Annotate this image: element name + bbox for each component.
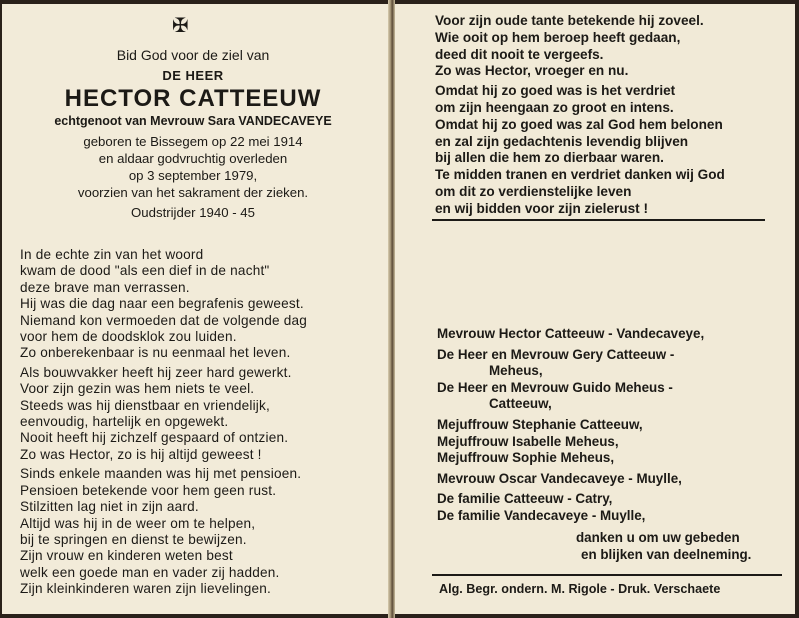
poem-line: Zijn kleinkinderen waren zijn lievelingen. (20, 581, 271, 597)
poem-line: deed dit nooit te vergeefs. (435, 46, 604, 62)
death-line: en aldaar godvruchtig overleden (98, 151, 288, 166)
spouse-line: echtgenoot van Mevrouw Sara VANDECAVEYE (54, 114, 332, 128)
birth-line: geboren te Bissegem op 22 mei 1914 (83, 134, 303, 149)
poem-line: Zijn vrouw en kinderen weten best (20, 548, 233, 564)
poem-line: deze brave man verrassen. (20, 279, 190, 295)
right-poem (435, 13, 785, 221)
poem-line: Te midden tranen en verdriet danken wij God (435, 167, 725, 183)
poem-line: bij allen die hem zo dierbaar waren. (435, 150, 664, 166)
poem-stanza (435, 13, 785, 80)
poem-line: en zal zijn gedachtenis levendig blijven (435, 133, 689, 149)
poem-line: Niemand kon vermoeden dat de volgende dag (20, 312, 308, 328)
poem-line: Wie ooit op hem beroep heeft gedaan, (435, 29, 681, 45)
poem-line: om zijn heengaan zo groot en intens. (435, 99, 674, 115)
honorific: DE HEER (162, 68, 224, 83)
poem-stanza (20, 247, 380, 362)
sacrament-line: voorzien van het sakrament der zieken. (77, 185, 309, 200)
family-relative: Mevrouw Oscar Vandecaveye - Muylle, (437, 470, 682, 486)
family-relative: De familie Catteeuw - Catry, (437, 491, 613, 507)
poem-line: Zo was Hector, zo is hij altijd geweest ! (20, 446, 262, 462)
poem-line: welk een goede man en vader zij hadden. (20, 564, 280, 580)
poem-line: Hij was die dag naar een begrafenis geweest. (20, 296, 304, 312)
poem-line: Stilzitten lag niet in zijn aard. (20, 499, 199, 515)
poem-line: en wij bidden voor zijn zielerust ! (435, 200, 648, 216)
family-grandchild: Mejuffrouw Stephanie Catteeuw, (437, 416, 643, 432)
veteran-line: Oudstrijder 1940 - 45 (131, 205, 255, 220)
poem-line: Omdat hij zo goed was zal God hem belonen (435, 116, 723, 132)
left-poem (20, 247, 380, 601)
poem-line: Pensioen betekende voor hem geen rust. (20, 482, 277, 498)
thanks-line: en blijken van deelneming. (581, 546, 752, 562)
poem-line: om dit zo verdienstelijke leven (435, 183, 632, 199)
death-date-line: op 3 september 1979, (128, 168, 258, 183)
poem-line: kwam de dood "als een dief in de nacht" (20, 263, 270, 279)
poem-line: Steeds was hij dienstbaar en vriendelijk, (20, 397, 271, 413)
poem-line: Als bouwvakker heeft hij zeer hard gewerkt. (20, 364, 292, 380)
family-relative: De familie Vandecaveye - Muylle, (437, 507, 646, 523)
family-grandchild: Mejuffrouw Isabelle Meheus, (437, 433, 619, 449)
family-couple: De Heer en Mevrouw Gery Catteeuw - (437, 346, 675, 362)
poem-line: Voor zijn oude tante betekende hij zoveel. (435, 13, 704, 28)
poem-stanza (435, 83, 785, 217)
deceased-name: HECTOR CATTEEUW (64, 85, 322, 112)
poem-line: eenvoudig, hartelijk en opgewekt. (20, 414, 229, 430)
poem-line: Altijd was hij in de weer om te helpen, (20, 515, 256, 531)
poem-line: Zo was Hector, vroeger en nu. (435, 63, 629, 79)
family-list (437, 326, 787, 525)
birth-death-details (0, 133, 386, 201)
thanks-note (576, 530, 786, 563)
divider-rule (432, 574, 782, 576)
poem-line: bij te springen en dienst te bewijzen. (20, 531, 247, 547)
poem-line: Nooit heeft hij zichzelf gespaard of ontzien. (20, 430, 289, 446)
poem-line: voor hem de doodsklok zou luiden. (20, 329, 237, 345)
poem-line: Omdat hij zo goed was is het verdriet (435, 83, 676, 99)
divider-rule (432, 219, 765, 221)
poem-line: In de echte zin van het woord (20, 247, 204, 262)
poem-line: Zo onberekenbaar is nu eenmaal het leven. (20, 345, 291, 361)
family-couple-cont: Catteeuw, (489, 396, 552, 412)
poem-stanza (20, 466, 380, 597)
family-couple: De Heer en Mevrouw Guido Meheus - (437, 379, 673, 395)
prayer-intro: Bid God voor de ziel van (116, 47, 270, 63)
poem-stanza (20, 365, 380, 463)
poem-line: Voor zijn gezin was hem niets te veel. (20, 381, 255, 397)
family-widow: Mevrouw Hector Catteeuw - Vandecaveye, (437, 326, 705, 341)
poem-line: Sinds enkele maanden was hij met pensioen. (20, 466, 302, 482)
family-couple-cont: Meheus, (489, 363, 543, 379)
printer-credit: Alg. Begr. ondern. M. Rigole - Druk. Verschaete (439, 582, 721, 596)
page-fold (388, 0, 395, 618)
cross-icon: ✠ (172, 13, 189, 37)
thanks-line: danken u om uw gebeden (576, 530, 740, 545)
family-grandchild: Mejuffrouw Sophie Meheus, (437, 450, 615, 466)
